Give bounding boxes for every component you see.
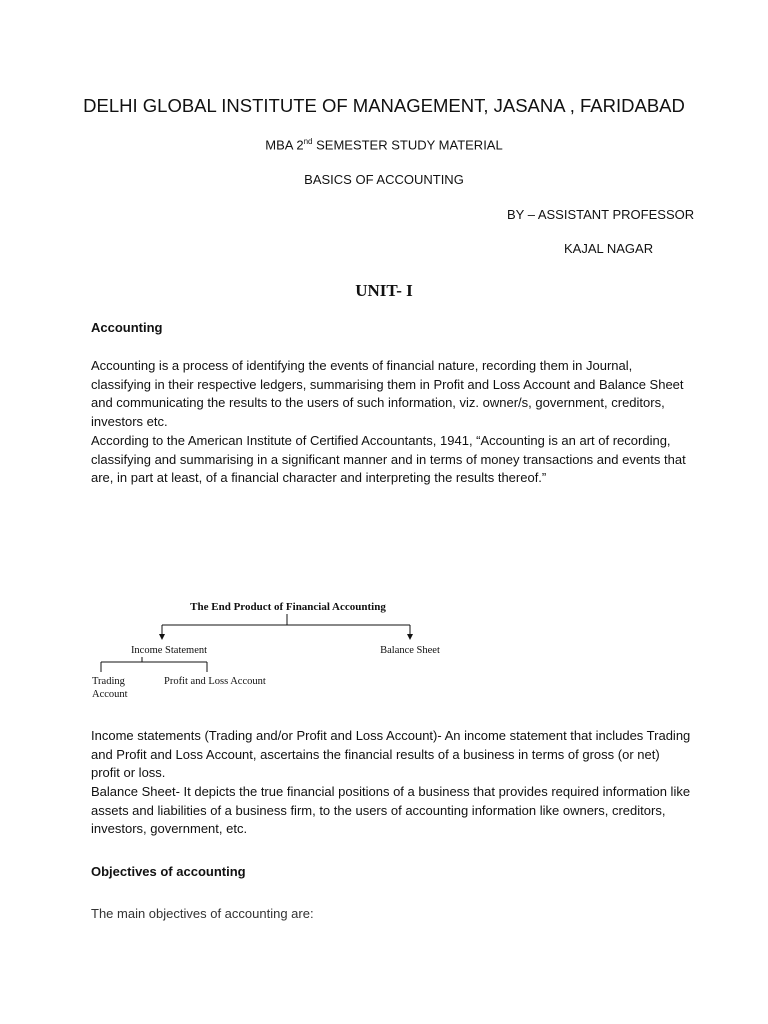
- course-line: [0, 137, 768, 152]
- subject-title: BASICS OF ACCOUNTING: [304, 172, 464, 187]
- income-statement-paragraph: Income statements (Trading and/or Profit and Loss Account)- An income statement that includes Trading and Profit and Loss Account, ascertains the financial results of a business in terms of gross (or net) profit or loss.: [91, 728, 691, 781]
- aica-definition: According to the American Institute of Certified Accountants, 1941, “Accounting is an art of recording, classifying and summarising in a significant manner and in terms of money transactions and events that are, in part at least, of a financial character and interpreting the results thereof.”: [91, 433, 686, 486]
- course-superscript: nd: [303, 137, 313, 146]
- diagram-title: The End Product of Financial Accounting: [190, 601, 386, 613]
- income-statement-label: Income Statement: [130, 645, 208, 656]
- trading-label-line2: Account: [92, 689, 128, 700]
- arrow-down-icon: [159, 634, 165, 640]
- course-suffix: SEMESTER STUDY MATERIAL: [312, 137, 503, 153]
- author-name: KAJAL NAGAR: [564, 241, 654, 256]
- course-prefix: MBA 2: [265, 137, 304, 153]
- objectives-heading: Objectives of accounting: [91, 864, 246, 879]
- balance-sheet-label: Balance Sheet: [380, 645, 440, 656]
- financial-accounting-diagram: [88, 596, 458, 706]
- by-line: BY – ASSISTANT PROFESSOR: [507, 207, 695, 222]
- profit-loss-label: Profit and Loss Account: [164, 676, 266, 687]
- accounting-heading: Accounting: [91, 320, 163, 335]
- trading-label-line1: Trading: [92, 676, 125, 687]
- arrow-down-icon: [407, 634, 413, 640]
- objectives-intro: The main objectives of accounting are:: [91, 906, 314, 921]
- balance-sheet-paragraph: Balance Sheet- It depicts the true financial positions of a business that provides required information like assets and liabilities of a business firm, to the users of accounting information like owners, creditors, investors, government, etc.: [91, 784, 691, 837]
- institute-title: DELHI GLOBAL INSTITUTE OF MANAGEMENT, JASANA , FARIDABAD: [83, 95, 685, 116]
- unit-heading: UNIT- I: [355, 281, 413, 300]
- accounting-definition: Accounting is a process of identifying the events of financial nature, recording them in Journal, classifying in their respective ledgers, summarising them in Profit and Loss Account and Balance Sheet and communicating the results to the users of such information, viz. owner/s, government, creditors, investors etc.: [91, 358, 684, 429]
